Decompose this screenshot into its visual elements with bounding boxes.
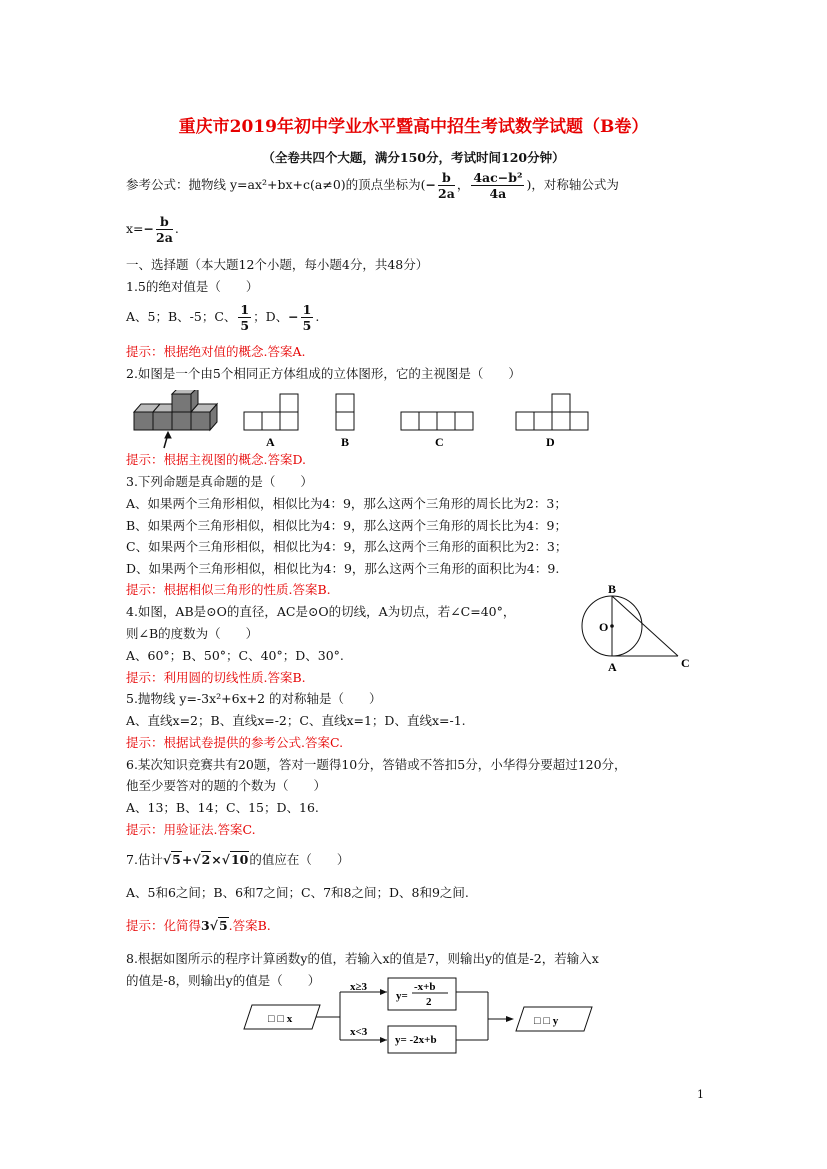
svg-text:y=: y=	[396, 990, 408, 1002]
page-subtitle: （全卷共四个大题，满分150分，考试时间120分钟）	[262, 150, 565, 165]
input-label: □ □ x	[268, 1013, 293, 1025]
question-6-stem: 6.某次知识竞赛共有20题，答对一题得10分，答错或不答扣5分，小华得分要超过120分，	[126, 757, 627, 772]
option-d-figure	[516, 394, 588, 430]
question-2-hint: 提示：根据主视图的概念.答案D.	[126, 452, 307, 467]
option-c-figure	[401, 412, 473, 430]
question-2-stem: 2.如图是一个由5个相同正方体组成的立体图形，它的主视图是（ ）	[126, 366, 521, 381]
label-o: O	[599, 620, 609, 634]
question-6-options: A、13；B、14；C、15；D、16.	[126, 800, 319, 815]
flowchart	[240, 975, 600, 1060]
solid-figure	[134, 390, 217, 448]
output-label: □ □ y	[534, 1015, 559, 1027]
question-8-stem: 8.根据如图所示的程序计算函数y的值，若输入x的值是7，则输出y的值是-2，若输入x	[126, 951, 599, 966]
question-8-stem-2: 的值是-8，则输出y的值是（ ）	[126, 973, 321, 988]
cond-bottom: x<3	[350, 1026, 368, 1038]
question-7-options: A、5和6之间；B、6和7之间；C、7和8之间；D、8和9之间.	[126, 885, 469, 900]
label-a: A	[608, 660, 617, 674]
label-d: D	[546, 435, 555, 449]
cond-top: x≥3	[350, 981, 368, 993]
circle-tangent-figure	[575, 582, 705, 677]
question-5-stem: 5.抛物线 y=-3x²+6x+2 的对称轴是（ ）	[126, 691, 382, 706]
question-1-options: A、5；B、-5；C、 $\frac{1}{5}$ ；D、− $\frac{1}{5}$ .	[126, 302, 320, 333]
option-b-figure	[336, 394, 354, 430]
reference-formula: 参考公式：抛物线 y=ax²+bx+c(a≠0)的顶点坐标为(− $\frac{b}{2a}$ ， $\frac{\text{4ac−b²}}{4a}$ )，对称轴公式为	[126, 170, 619, 201]
svg-text:-x+b: -x+b	[414, 981, 436, 993]
question-3-stem: 3.下列命题是真命题的是（ ）	[126, 474, 313, 489]
question-5-options: A、直线x=2；B、直线x=-2；C、直线x=1；D、直线x=-1.	[126, 713, 466, 728]
question-4-stem: 4.如图，AB是⊙O的直径，AC是⊙O的切线，A为切点，若∠C=40°，	[126, 604, 516, 619]
axis-formula: x=− $\frac{b}{2a}$ .	[126, 214, 179, 245]
label-b: B	[341, 435, 350, 449]
question-3-option-a: A、如果两个三角形相似，相似比为4：9，那么这两个三角形的周长比为2：3；	[126, 496, 567, 511]
question-6-hint: 提示：用验证法.答案C.	[126, 822, 256, 837]
fraction-b-2a: $\frac{b}{2a}$	[438, 170, 455, 201]
page-title: 重庆市2019年初中学业水平暨高中招生考试数学试题（B卷）	[178, 117, 649, 137]
question-7-hint: 提示：化简得3√5.答案B.	[126, 918, 271, 933]
page-number: 1	[697, 1088, 704, 1101]
section-heading: 一、选择题（本大题12个小题，每小题4分，共48分）	[126, 257, 429, 272]
question-4-hint: 提示：利用圆的切线性质.答案B.	[126, 670, 306, 685]
question-3-option-d: D、如果两个三角形相似，相似比为4：9，那么这两个三角形的面积比为4：9.	[126, 561, 560, 576]
question-3-option-c: C、如果两个三角形相似，相似比为4：9，那么这两个三角形的面积比为2：3；	[126, 539, 568, 554]
svg-text:y= -2x+b: y= -2x+b	[395, 1034, 437, 1046]
question-7-stem: 7.估计√5+√2×√10的值应在（ ）	[126, 852, 350, 867]
label-b: B	[608, 582, 617, 596]
question-1-stem: 1.5的绝对值是（ ）	[126, 279, 259, 294]
question-4-options: A、60°；B、50°；C、40°；D、30°.	[126, 648, 344, 663]
question-3-hint: 提示：根据相似三角形的性质.答案B.	[126, 582, 331, 597]
fraction-4ac: $\frac{\text{4ac−b²}}{4a}$	[473, 170, 523, 201]
label-a: A	[266, 435, 275, 449]
question-4-stem-2: 则∠B的度数为（ ）	[126, 626, 259, 641]
question-3-option-b: B、如果两个三角形相似，相似比为4：9，那么这两个三角形的周长比为4：9；	[126, 518, 567, 533]
cube-figures	[126, 390, 606, 452]
option-a-figure	[244, 394, 298, 430]
question-6-stem-2: 他至少要答对的题的个数为（ ）	[126, 778, 327, 793]
svg-text:2: 2	[426, 996, 432, 1008]
question-5-hint: 提示：根据试卷提供的参考公式.答案C.	[126, 735, 344, 750]
label-c: C	[435, 435, 444, 449]
question-1-hint: 提示：根据绝对值的概念.答案A.	[126, 344, 306, 359]
label-c: C	[681, 656, 690, 670]
